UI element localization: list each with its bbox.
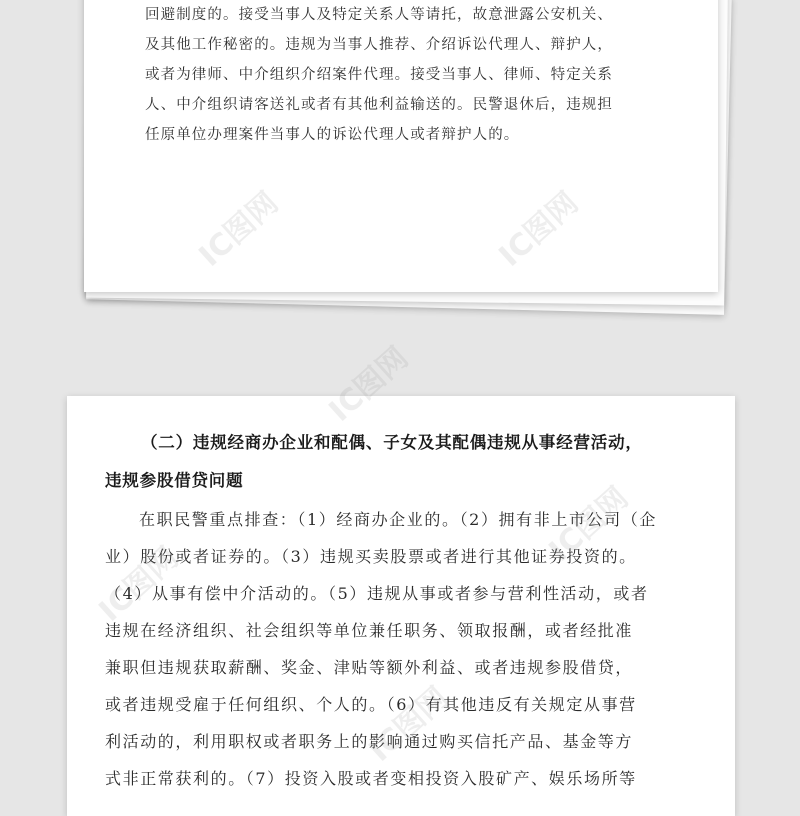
body-line: 利活动的，利用职权或者职务上的影响通过购买信托产品、基金等方 [105,732,634,751]
body-line: 兼职但违规获取薪酬、奖金、津贴等额外利益、或者违规参股借贷， [105,658,634,677]
body-line: （4）从事有偿中介活动的。（5）违规从事或者参与营利性活动，或者 [105,584,649,603]
text-line: 任原单位办理案件当事人的诉讼代理人或者辩护人的。 [145,127,520,143]
bottom-document-card [67,396,735,816]
section-body [105,501,697,797]
text-line: 及其他工作秘密的。违规为当事人推荐、介绍诉讼代理人、辩护人， [145,37,613,53]
paper-sheet-front [84,0,718,292]
text-line: 人、中介组织请客送礼或者有其他利益输送的。民警退休后，违规担 [145,97,613,113]
heading-line: （二）违规经商办企业和配偶、子女及其配偶违规从事经营活动， [141,433,643,452]
heading-line: 违规参股借贷问题 [105,471,244,490]
text-line: 或者为律师、中介组织介绍案件代理。接受当事人、律师、特定关系 [145,67,613,83]
top-card-text [145,0,665,150]
top-document-card [84,0,744,310]
text-line: 回避制度的。接受当事人及特定关系人等请托，故意泄露公安机关、 [145,7,613,23]
body-line: 业）股份或者证券的。（3）违规买卖股票或者进行其他证券投资的。 [105,547,637,566]
section-heading [105,424,705,500]
watermark: IC图网 [322,340,416,429]
body-line: 式非正常获利的。（7）投资入股或者变相投资入股矿产、娱乐场所等 [105,769,637,788]
body-line: 违规在经济组织、社会组织等单位兼任职务、领取报酬，或者经批准 [105,621,634,640]
body-line: 或者违规受雇于任何组织、个人的。（6）有其他违反有关规定从事营 [105,695,637,714]
body-line: 在职民警重点排查：（1）经商办企业的。（2）拥有非上市公司（企 [139,510,657,529]
